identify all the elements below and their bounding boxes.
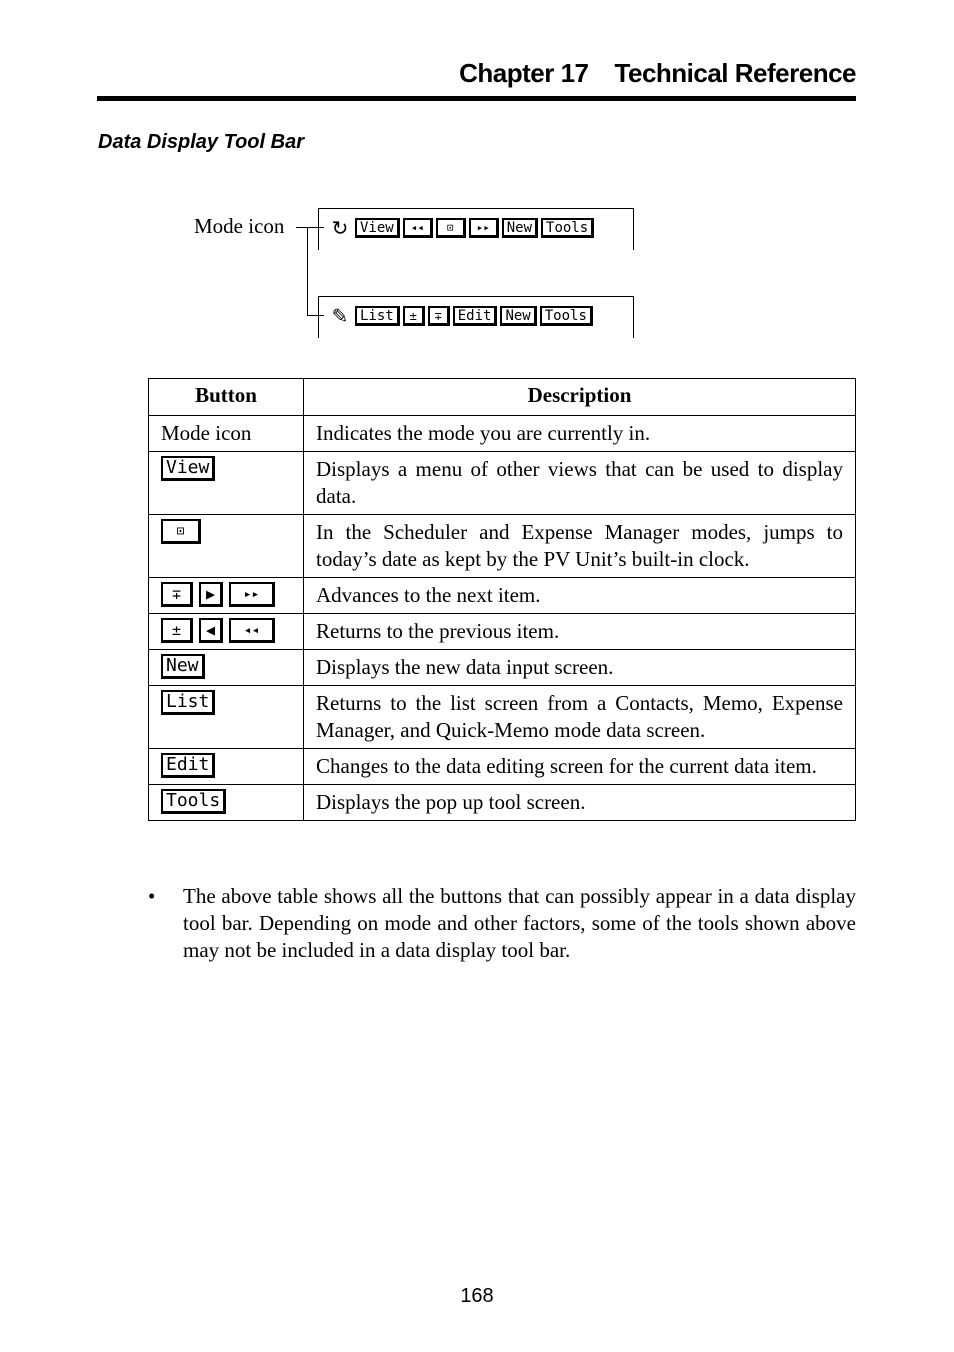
toolbar-scheduler [328, 218, 594, 238]
description-cell: Indicates the mode you are currently in. [304, 416, 856, 452]
table-row [149, 515, 856, 578]
scheduler-mode-icon: ↻ [331, 216, 349, 240]
table-row [149, 578, 856, 614]
table-row [149, 686, 856, 749]
mode-icon-callout: Mode icon [194, 214, 285, 238]
table-header-row [149, 379, 856, 416]
section-title: Data Display Tool Bar [98, 131, 304, 153]
right-arrow-icon: ▶ [199, 582, 223, 607]
view-button: View [355, 218, 400, 238]
today-icon: ⊡ [436, 218, 466, 238]
button-cell [149, 614, 304, 650]
next-icon: ▸▸ [469, 218, 499, 238]
description-cell: Returns to the previous item. [304, 614, 856, 650]
edit-button: Edit [453, 306, 498, 326]
chapter-title: Technical Reference [614, 58, 856, 88]
next-icon: ▸▸ [229, 582, 275, 607]
button-cell [149, 452, 304, 515]
table-row [149, 416, 856, 452]
memo-mode-icon: ✎ [331, 304, 349, 328]
new-button-sample: New [161, 654, 205, 679]
table-row [149, 749, 856, 785]
tools-button: Tools [540, 306, 593, 326]
previous-icon: ◂◂ [229, 618, 275, 643]
button-cell: Mode icon [149, 416, 304, 452]
button-cell [149, 785, 304, 821]
tools-button-sample: Tools [161, 789, 226, 814]
table-row [149, 785, 856, 821]
button-cell [149, 515, 304, 578]
today-icon: ⊡ [161, 519, 201, 544]
new-button: New [502, 218, 538, 238]
description-cell: In the Scheduler and Expense Manager modes, jumps to today’s date as kept by the PV Unit’s built-in clock. [304, 515, 856, 578]
list-button-sample: List [161, 690, 215, 715]
view-button-sample: View [161, 456, 215, 481]
button-reference-table [148, 378, 856, 821]
column-header-description: Description [304, 379, 856, 416]
button-cell [149, 749, 304, 785]
callout-leader-line [307, 227, 308, 315]
column-header-button: Button [149, 379, 304, 416]
next-item-icon: ∓ [161, 582, 193, 607]
button-cell [149, 578, 304, 614]
new-button: New [500, 306, 536, 326]
button-cell [149, 686, 304, 749]
description-cell: Displays the new data input screen. [304, 650, 856, 686]
description-cell: Advances to the next item. [304, 578, 856, 614]
description-cell: Displays a menu of other views that can be used to display data. [304, 452, 856, 515]
page-number: 168 [460, 1285, 494, 1307]
table-row [149, 650, 856, 686]
list-button: List [355, 306, 400, 326]
description-cell: Returns to the list screen from a Contacts, Memo, Expense Manager, and Quick-Memo mode data screen. [304, 686, 856, 749]
button-cell [149, 650, 304, 686]
toolbar-memo [328, 306, 593, 326]
bullet-note [148, 883, 856, 964]
previous-item-icon: ± [403, 306, 425, 326]
header-rule [97, 96, 856, 101]
bullet-marker: • [148, 884, 156, 908]
chapter-header [459, 58, 856, 89]
edit-button-sample: Edit [161, 753, 215, 778]
bullet-text: The above table shows all the buttons that can possibly appear in a data display tool bar. Depending on mode and other factors, some of the tools shown above may not be included in a data display tool bar. [183, 884, 856, 962]
left-arrow-icon: ◀ [199, 618, 223, 643]
previous-icon: ◂◂ [403, 218, 433, 238]
chapter-number: Chapter 17 [459, 58, 589, 88]
next-item-icon: ∓ [428, 306, 450, 326]
previous-item-icon: ± [161, 618, 193, 643]
description-cell: Displays the pop up tool screen. [304, 785, 856, 821]
table-row [149, 452, 856, 515]
tools-button: Tools [541, 218, 594, 238]
table-row [149, 614, 856, 650]
description-cell: Changes to the data editing screen for the current data item. [304, 749, 856, 785]
